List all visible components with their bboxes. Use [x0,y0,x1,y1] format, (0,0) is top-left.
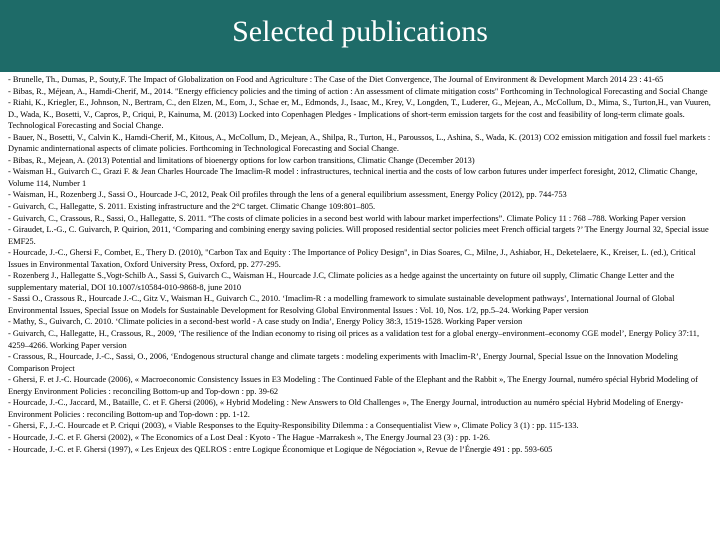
publication-entry: - Sassi O., Crassous R., Hourcade J.-C., Gitz V., Waisman H., Guivarch C., 2010. ‘Imaclim-R : a modelling framework to simulate sustainable development pathways’, International Journal of Global Environmental Issues, Special Issue on Models for Sustainable Development for Resolving Global Environmental Issues : Vol. 10, Nos. 1/2, pp.5–24. Working Paper version [8,294,675,315]
publication-entry: - Bibas, R., Méjean, A., Hamdi-Cherif, M., 2014. "Energy efficiency policies and the timing of action : An assessment of climate mitigation costs" Forthcoming in Technological Forecasting and Social Change [8,86,708,96]
publication-entry: - Hourcade, J.-C. et F. Ghersi (2002), « The Economics of a Lost Deal : Kyoto - The Hague -Marrakesh », The Energy Journal 23 (3) : pp. 1-26. [8,432,491,442]
publication-entry: - Rozenberg J., Hallegatte S.,Vogt-Schilb A., Sassi S, Guivarch C., Waisman H., Hourcade J.C, Climate policies as a hedge against the uncertainty on future oil supply, Climatic Change Letter and the supplementary material, DOI 10.1007/s10584-010-9868-8, june 2010 [8,271,675,292]
publication-entry: - Waisman, H., Rozenberg J., Sassi O., Hourcade J-C, 2012, Peak Oil profiles through the lens of a general equilibrium assessment, Energy Policy (2012), pp. 744-753 [8,190,567,200]
publication-entry: - Bibas, R., Mejean, A. (2013) Potential and limitations of bioenergy options for low carbon transitions, Climatic Change (December 2013) [8,155,475,165]
publication-entry: - Hourcade, J.-C. et F. Ghersi (1997), « Les Enjeux des QELROS : entre Logique Économique et Logique de Négociation », Revue de l’Énergie 491 : pp. 593-605 [8,444,553,454]
page-title: Selected publications [232,15,488,48]
publication-entry: - Hourcade, J.-C., Ghersi F., Combet, E., Thery D. (2010), "Carbon Tax and Equity : The Importance of Policy Design", in Dias Soares, C., Milne, J., Ashiabor, H., Deketelaere, K., Kreiser, L. (ed.), Critical Issues in Environmental Taxation, Oxford University Press, Oxford, pp. 277-295. [8,248,696,269]
publication-entry: - Mathy, S., Guivarch, C. 2010. ‘Climate policies in a second-best world - A case study on India’, Energy Policy 38:3, 1519-1528. Working Paper version [8,317,523,327]
publication-entry: - Hourcade, J.-C., Jaccard, M., Bataille, C. et F. Ghersi (2006), « Hybrid Modeling : New Answers to Old Challenges », The Energy Journal, introduction au numéro spécial Hybrid Modeling of Energy-Environment Policies : reconciling Bottom-up and Top-down : pp. 1-12. [8,398,684,419]
publication-entry: - Bauer, N., Bosetti, V., Calvin K., Hamdi-Cherif, M., Kitous, A., McCollum, D., Mejean, A., Shilpa, R., Turton, H., Paroussos, L., Ashina, S., Wada, K. (2013) CO2 emission mitigation and fossil fuel markets : Dynamic andinternational aspects of climate policies. Forthcoming in Technological Forecasting and Social Change. [8,132,711,154]
publication-entry: - Waisman H., Guivarch C., Grazi F. & Jean Charles Hourcade The Imaclim-R model : infrastructures, technical inertia and the costs of low carbon futures under imperfect foresight, 2012, Climatic Change, Volume 114, Number 1 [8,167,698,188]
publication-entry: - Guivarch, C., Crassous, R., Sassi, O., Hallegatte, S. 2011. “The costs of climate policies in a second best world with labour market imperfections”. Climate Policy 11 : 768 –788. Working Paper version [8,213,686,223]
publication-entry: - Guivarch, C., Hallegatte, H., Crassous, R., 2009, ‘The resilience of the Indian economy to rising oil prices as a validation test for a global energy–environment–economy CGE model’, Energy Policy 37:11, 4259–4266. Working Paper version [8,329,700,350]
publication-entry: - Ghersi, F. et J.-C. Hourcade (2006), « Macroeconomic Consistency Issues in E3 Modeling : The Continued Fable of the Elephant and the Rabbit », The Energy Journal, numéro spécial Hybrid Modeling of Energy Environment Policies : reconciling Bottom-up and Top-down : pp. 39-62 [8,375,698,396]
publication-entry: - Ghersi, F., J.-C. Hourcade et P. Criqui (2003), « Viable Responses to the Equity-Responsibility Dilemma : a Consequentialist View », Climate Policy 3 (1) : pp. 115-133. [8,421,579,431]
publication-list [0,72,720,455]
publication-entry: - Guivarch, C., Hallegatte, S. 2011. Existing infrastructure and the 2°C target. Climatic Change 109:801–805. [8,202,376,212]
publication-entry: - Riahi, K., Kriegler, E., Johnson, N., Bertram, C., den Elzen, M., Eom, J., Schae er, M., Edmonds, J., Isaac, M., Krey, V., Longden, T., Luderer, G., Mejean, A., McCollum, D., Mima, S., Turton,H., van Vuuren, D., Wada, K., Bosetti, V., Capros, P., Criqui, P., Kainuma, M. (2013) Locked into Copenhagen Pledges - Implications of short-term emission targets for the cost and feasibility of long-term climate goals. Technological Forecasting and Social Change. [8,98,711,131]
title-bar [0,0,720,72]
publication-entry: - Brunelle, Th., Dumas, P., Souty,F. The Impact of Globalization on Food and Agriculture : The Case of the Diet Convergence, The Journal of Environment & Development March 2014 23 : 41-65 [8,75,664,84]
publication-entry: - Giraudet, L.-G., C. Guivarch, P. Quirion, 2011, ‘Comparing and combining energy saving policies. Will proposed residential sector policies meet French official targets ?’ The Energy Journal 32, Special issue EMF25. [8,225,709,246]
publication-entry: - Crassous, R., Hourcade, J.-C., Sassi, O., 2006, ‘Endogenous structural change and climate targets : modeling experiments with Imaclim-R’, Energy Journal, Special Issue on the Innovation Modeling Comparison Project [8,352,678,373]
